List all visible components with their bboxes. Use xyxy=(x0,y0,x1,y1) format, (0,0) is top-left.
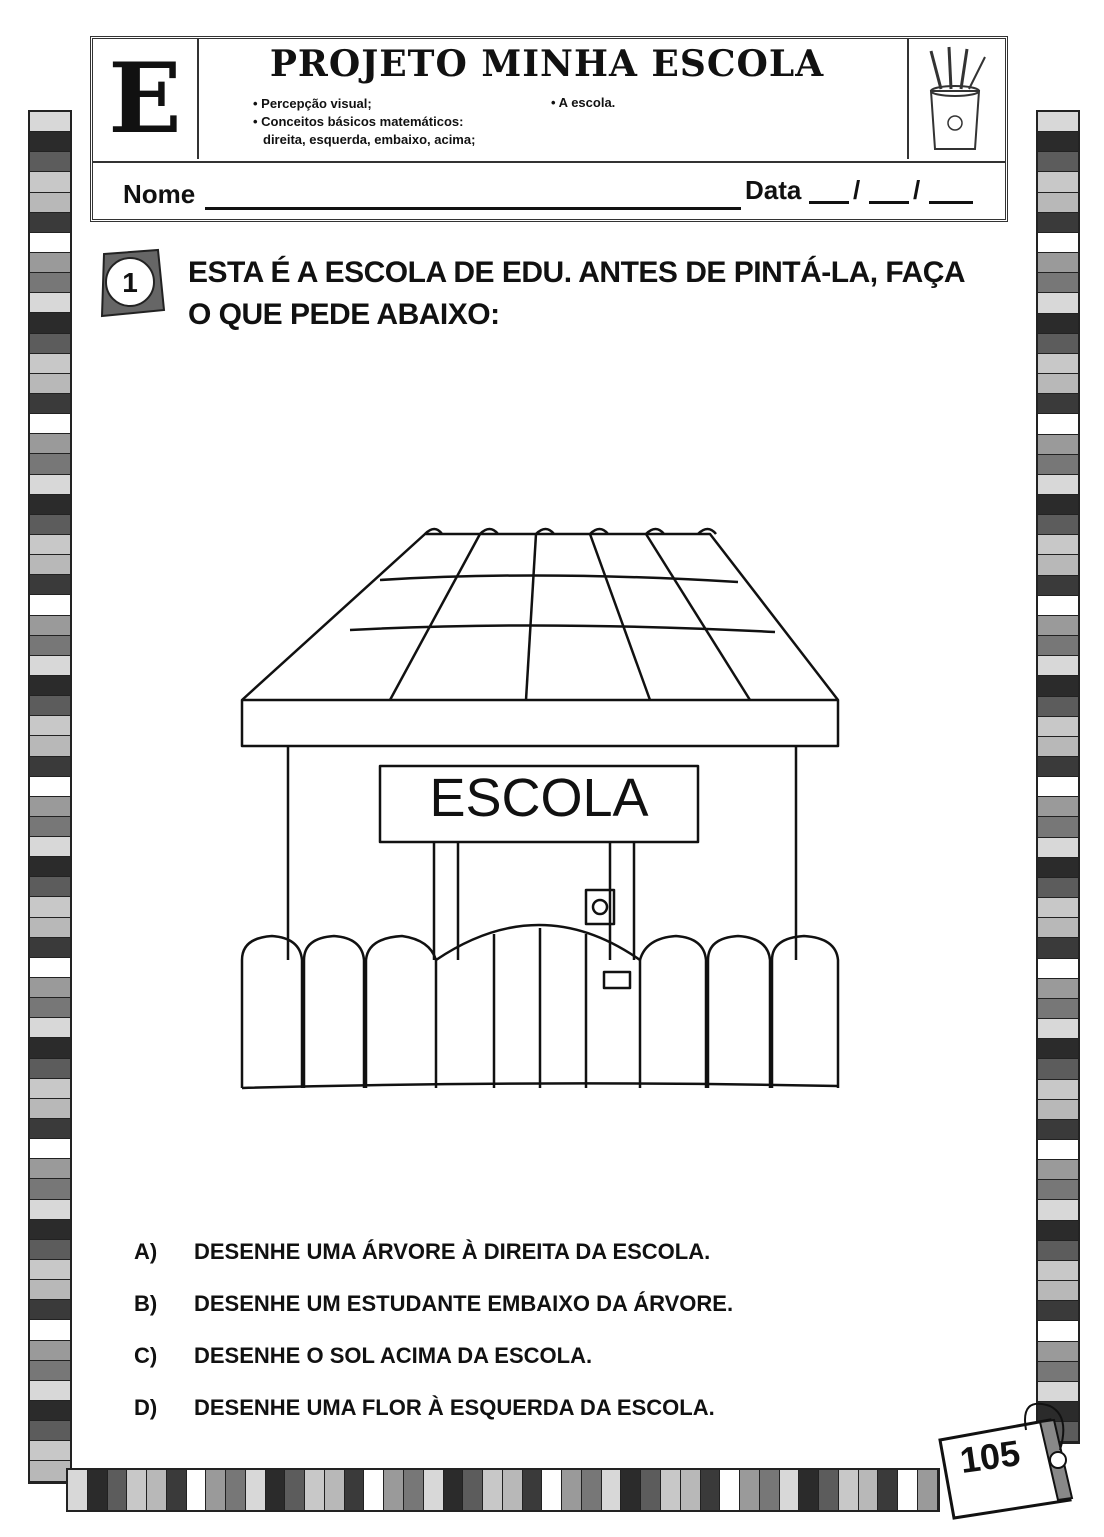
border-segment xyxy=(30,676,70,696)
border-segment xyxy=(30,797,70,817)
worksheet-header xyxy=(90,36,1008,222)
border-segment xyxy=(463,1470,483,1510)
border-segment xyxy=(68,1470,88,1510)
date-separator: / xyxy=(853,175,861,205)
border-segment xyxy=(542,1470,562,1510)
border-segment xyxy=(720,1470,740,1510)
border-segment xyxy=(266,1470,286,1510)
instructions-list xyxy=(134,1226,894,1434)
border-segment xyxy=(1038,1301,1078,1321)
border-segment xyxy=(30,112,70,132)
border-segment xyxy=(30,1341,70,1361)
left-border-strip xyxy=(28,110,72,1484)
border-segment xyxy=(839,1470,859,1510)
border-segment xyxy=(30,475,70,495)
border-segment xyxy=(30,857,70,877)
border-segment xyxy=(30,958,70,978)
border-segment xyxy=(1038,1160,1078,1180)
border-segment xyxy=(1038,495,1078,515)
border-segment xyxy=(1038,112,1078,132)
border-segment xyxy=(1038,1261,1078,1281)
border-segment xyxy=(1038,737,1078,757)
border-segment xyxy=(1038,435,1078,455)
border-segment xyxy=(1038,1362,1078,1382)
border-segment xyxy=(30,434,70,454)
border-segment xyxy=(681,1470,701,1510)
border-segment xyxy=(384,1470,404,1510)
border-segment xyxy=(1038,838,1078,858)
border-segment xyxy=(30,1220,70,1240)
border-segment xyxy=(1038,797,1078,817)
border-segment xyxy=(1038,455,1078,475)
name-field[interactable] xyxy=(205,207,741,210)
border-segment xyxy=(30,1401,70,1421)
border-segment xyxy=(30,1139,70,1159)
school-sign: ESCOLA xyxy=(429,768,649,828)
border-segment xyxy=(30,1018,70,1038)
border-segment xyxy=(30,515,70,535)
border-segment xyxy=(1038,1200,1078,1220)
border-segment xyxy=(30,757,70,777)
border-segment xyxy=(1038,213,1078,233)
border-segment xyxy=(1038,1100,1078,1120)
page-number: 105 xyxy=(957,1432,1023,1481)
topic-item: • Conceitos básicos matemáticos: xyxy=(253,114,464,129)
border-segment xyxy=(167,1470,187,1510)
border-segment xyxy=(30,575,70,595)
border-segment xyxy=(30,616,70,636)
border-segment xyxy=(1038,193,1078,213)
border-segment xyxy=(30,1461,70,1481)
instruction-text: DESENHE UMA ÁRVORE À DIREITA DA ESCOLA. xyxy=(194,1239,711,1264)
border-segment xyxy=(1038,253,1078,273)
border-segment xyxy=(30,817,70,837)
border-segment xyxy=(1038,616,1078,636)
border-segment xyxy=(898,1470,918,1510)
border-segment xyxy=(602,1470,622,1510)
border-segment xyxy=(127,1470,147,1510)
border-segment xyxy=(30,1381,70,1401)
border-segment xyxy=(30,837,70,857)
border-segment xyxy=(30,152,70,172)
border-segment xyxy=(30,374,70,394)
instruction-item xyxy=(134,1382,894,1434)
border-segment xyxy=(187,1470,207,1510)
border-segment xyxy=(30,736,70,756)
section-letter-cell xyxy=(93,39,199,159)
border-segment xyxy=(30,1441,70,1461)
pencil-cup-icon xyxy=(907,39,1005,159)
border-segment xyxy=(30,293,70,313)
border-segment xyxy=(1038,314,1078,334)
border-segment xyxy=(740,1470,760,1510)
border-segment xyxy=(582,1470,602,1510)
border-segment xyxy=(1038,1059,1078,1079)
border-segment xyxy=(1038,717,1078,737)
border-segment xyxy=(1038,273,1078,293)
instruction-item xyxy=(134,1278,894,1330)
border-segment xyxy=(30,998,70,1018)
border-segment xyxy=(1038,334,1078,354)
border-segment xyxy=(1038,374,1078,394)
question-line: ESTA É A ESCOLA DE EDU. ANTES DE PINTÁ-LA, FAÇA xyxy=(188,256,966,289)
question-number-badge xyxy=(98,248,168,318)
border-segment xyxy=(1038,938,1078,958)
instruction-text: DESENHE O SOL ACIMA DA ESCOLA. xyxy=(194,1343,593,1368)
question-text xyxy=(188,252,1008,336)
topic-item: • A escola. xyxy=(551,95,616,110)
border-segment xyxy=(30,454,70,474)
border-segment xyxy=(30,1320,70,1340)
border-segment xyxy=(30,978,70,998)
border-segment xyxy=(364,1470,384,1510)
instruction-item xyxy=(134,1226,894,1278)
border-segment xyxy=(30,656,70,676)
border-segment xyxy=(30,253,70,273)
instruction-text: DESENHE UM ESTUDANTE EMBAIXO DA ÁRVORE. xyxy=(194,1291,734,1316)
right-border-strip xyxy=(1036,110,1080,1444)
border-segment xyxy=(1038,1281,1078,1301)
border-segment xyxy=(404,1470,424,1510)
worksheet-title: PROJETO MINHA ESCOLA xyxy=(269,43,825,85)
border-segment xyxy=(1038,354,1078,374)
border-segment xyxy=(1038,1039,1078,1059)
border-segment xyxy=(1038,979,1078,999)
border-segment xyxy=(1038,676,1078,696)
border-segment xyxy=(1038,697,1078,717)
border-segment xyxy=(30,897,70,917)
border-segment xyxy=(30,777,70,797)
section-letter: E xyxy=(108,42,182,155)
border-segment xyxy=(30,414,70,434)
border-segment xyxy=(1038,596,1078,616)
border-segment xyxy=(1038,475,1078,495)
border-segment xyxy=(345,1470,365,1510)
border-segment xyxy=(780,1470,800,1510)
border-segment xyxy=(30,595,70,615)
border-segment xyxy=(30,1059,70,1079)
border-segment xyxy=(1038,656,1078,676)
border-segment xyxy=(1038,1382,1078,1402)
border-segment xyxy=(562,1470,582,1510)
border-segment xyxy=(661,1470,681,1510)
border-segment xyxy=(226,1470,246,1510)
date-day-field[interactable] xyxy=(809,201,849,204)
border-segment xyxy=(30,1119,70,1139)
border-segment xyxy=(1038,1221,1078,1241)
topic-item: direita, esquerda, embaixo, acima; xyxy=(263,132,476,147)
instruction-key: B) xyxy=(134,1291,158,1316)
border-segment xyxy=(1038,817,1078,837)
border-segment xyxy=(503,1470,523,1510)
border-segment xyxy=(1038,515,1078,535)
border-segment xyxy=(108,1470,128,1510)
border-segment xyxy=(30,1421,70,1441)
border-segment xyxy=(1038,132,1078,152)
border-segment xyxy=(30,1300,70,1320)
border-segment xyxy=(30,213,70,233)
border-segment xyxy=(30,394,70,414)
topic-item: • Percepção visual; xyxy=(253,96,372,111)
border-segment xyxy=(206,1470,226,1510)
border-segment xyxy=(30,132,70,152)
name-label: Nome xyxy=(123,179,196,209)
border-segment xyxy=(799,1470,819,1510)
border-segment xyxy=(30,273,70,293)
border-segment xyxy=(30,354,70,374)
border-segment xyxy=(1038,1342,1078,1362)
border-segment xyxy=(30,1240,70,1260)
border-segment xyxy=(1038,858,1078,878)
border-segment xyxy=(760,1470,780,1510)
border-segment xyxy=(1038,959,1078,979)
border-segment xyxy=(701,1470,721,1510)
border-segment xyxy=(1038,535,1078,555)
border-segment xyxy=(30,233,70,253)
border-segment xyxy=(246,1470,266,1510)
border-segment xyxy=(1038,1241,1078,1261)
border-segment xyxy=(30,172,70,192)
border-segment xyxy=(285,1470,305,1510)
instruction-key: A) xyxy=(134,1239,158,1264)
border-segment xyxy=(1038,777,1078,797)
border-segment xyxy=(1038,1321,1078,1341)
border-segment xyxy=(1038,555,1078,575)
border-segment xyxy=(30,716,70,736)
border-segment xyxy=(523,1470,543,1510)
border-segment xyxy=(424,1470,444,1510)
border-segment xyxy=(30,877,70,897)
border-segment xyxy=(30,1260,70,1280)
border-segment xyxy=(1038,898,1078,918)
border-segment xyxy=(1038,293,1078,313)
date-month-field[interactable] xyxy=(869,201,909,204)
border-segment xyxy=(30,918,70,938)
border-segment xyxy=(1038,757,1078,777)
border-segment xyxy=(483,1470,503,1510)
border-segment xyxy=(30,1361,70,1381)
border-segment xyxy=(30,193,70,213)
question-number: 1 xyxy=(122,267,138,298)
border-segment xyxy=(819,1470,839,1510)
border-segment xyxy=(147,1470,167,1510)
border-segment xyxy=(1038,172,1078,192)
border-segment xyxy=(1038,152,1078,172)
border-segment xyxy=(325,1470,345,1510)
border-segment xyxy=(641,1470,661,1510)
border-segment xyxy=(1038,576,1078,596)
border-segment xyxy=(305,1470,325,1510)
bottom-border-strip xyxy=(66,1468,940,1512)
instruction-key: C) xyxy=(134,1343,158,1368)
border-segment xyxy=(1038,1180,1078,1200)
border-segment xyxy=(1038,878,1078,898)
border-segment xyxy=(1038,1080,1078,1100)
border-segment xyxy=(1038,414,1078,434)
border-segment xyxy=(30,636,70,656)
border-segment xyxy=(30,313,70,333)
border-segment xyxy=(1038,1120,1078,1140)
border-segment xyxy=(859,1470,879,1510)
border-segment xyxy=(30,1179,70,1199)
border-segment xyxy=(88,1470,108,1510)
border-segment xyxy=(1038,1140,1078,1160)
date-year-field[interactable] xyxy=(929,201,973,204)
instruction-text: DESENHE UMA FLOR À ESQUERDA DA ESCOLA. xyxy=(194,1395,715,1420)
border-segment xyxy=(1038,636,1078,656)
border-segment xyxy=(30,1159,70,1179)
border-segment xyxy=(621,1470,641,1510)
instruction-key: D) xyxy=(134,1395,158,1420)
date-label: Data xyxy=(745,175,802,205)
question-line: O QUE PEDE ABAIXO: xyxy=(188,298,500,331)
border-segment xyxy=(30,1200,70,1220)
border-segment xyxy=(30,1079,70,1099)
border-segment xyxy=(1038,394,1078,414)
border-segment xyxy=(30,938,70,958)
border-segment xyxy=(30,495,70,515)
border-segment xyxy=(878,1470,898,1510)
border-segment xyxy=(30,1038,70,1058)
border-segment xyxy=(30,696,70,716)
date-separator: / xyxy=(913,175,921,205)
border-segment xyxy=(444,1470,464,1510)
border-segment xyxy=(30,1280,70,1300)
border-segment xyxy=(30,555,70,575)
border-segment xyxy=(30,535,70,555)
border-segment xyxy=(30,334,70,354)
border-segment xyxy=(1038,233,1078,253)
border-segment xyxy=(30,1099,70,1119)
border-segment xyxy=(1038,999,1078,1019)
border-segment xyxy=(1038,918,1078,938)
name-date-row xyxy=(93,161,1005,217)
border-segment xyxy=(1038,1019,1078,1039)
instruction-item xyxy=(134,1330,894,1382)
